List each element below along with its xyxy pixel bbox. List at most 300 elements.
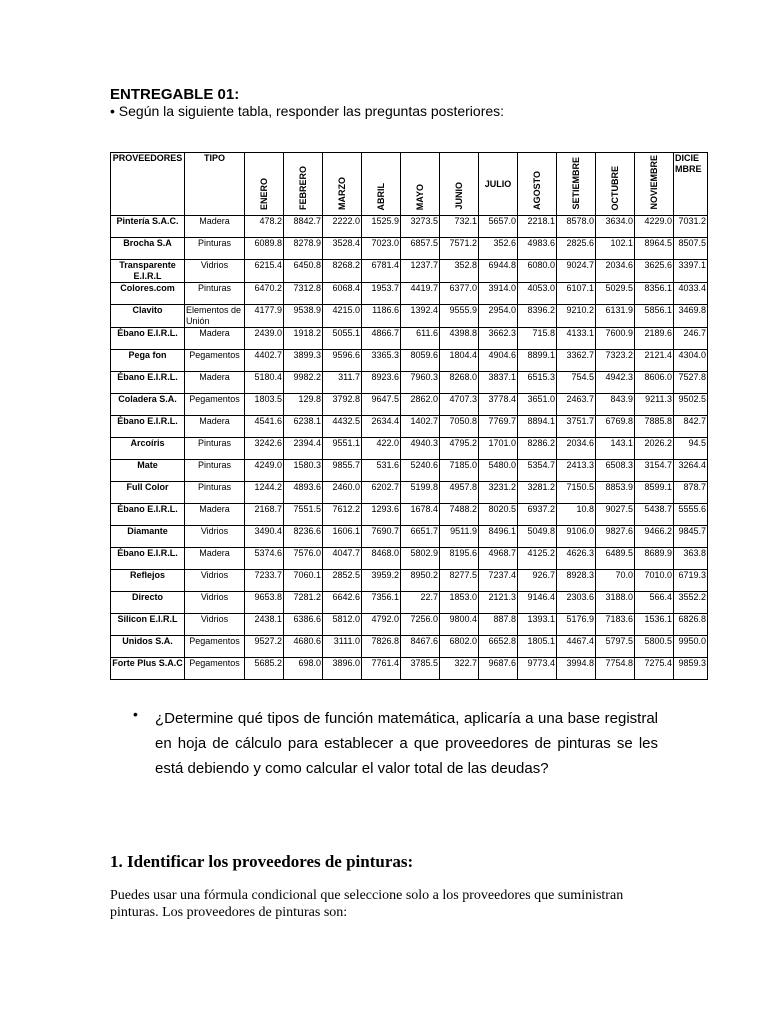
table-row — [111, 548, 708, 570]
cell-value: 4968.7 — [479, 548, 518, 570]
cell-value: 4707.3 — [440, 394, 479, 416]
cell-tipo: Pegamentos — [185, 658, 245, 680]
cell-tipo: Madera — [185, 328, 245, 350]
cell-value: 7237.4 — [479, 570, 518, 592]
cell-value: 5438.7 — [635, 504, 674, 526]
cell-tipo: Vidrios — [185, 614, 245, 636]
cell-value: 3281.2 — [518, 482, 557, 504]
cell-value: 1392.4 — [401, 305, 440, 328]
header-abril — [362, 153, 401, 216]
cell-value: 4177.9 — [245, 305, 284, 328]
cell-value: 4792.0 — [362, 614, 401, 636]
cell-proveedor: Pintería S.A.C. — [111, 216, 185, 238]
cell-value: 3662.3 — [479, 328, 518, 350]
cell-value: 7256.0 — [401, 614, 440, 636]
cell-value: 7761.4 — [362, 658, 401, 680]
cell-proveedor: Colores.com — [111, 283, 185, 305]
cell-value: 7183.6 — [596, 614, 635, 636]
cell-value: 3111.0 — [323, 636, 362, 658]
cell-proveedor: Transparente E.I.R.L — [111, 260, 185, 283]
cell-value: 2034.6 — [596, 260, 635, 283]
cell-value: 422.0 — [362, 438, 401, 460]
cell-value: 2862.0 — [401, 394, 440, 416]
cell-value: 9855.7 — [323, 460, 362, 482]
cell-proveedor: Ébano E.I.R.L. — [111, 504, 185, 526]
cell-value: 5812.0 — [323, 614, 362, 636]
cell-proveedor: Ébano E.I.R.L. — [111, 416, 185, 438]
cell-value: 3273.5 — [401, 216, 440, 238]
table-row — [111, 658, 708, 680]
cell-value: 6131.9 — [596, 305, 635, 328]
header-junio — [440, 153, 479, 216]
cell-value: 6080.0 — [518, 260, 557, 283]
cell-tipo: Madera — [185, 416, 245, 438]
cell-value: 8578.0 — [557, 216, 596, 238]
cell-value: 8467.6 — [401, 636, 440, 658]
cell-value: 1804.4 — [440, 350, 479, 372]
cell-value: 5856.1 — [635, 305, 674, 328]
cell-value: 2218.1 — [518, 216, 557, 238]
cell-value: 6377.0 — [440, 283, 479, 305]
cell-value: 8278.9 — [284, 238, 323, 260]
suppliers-table — [110, 152, 708, 680]
cell-value: 5802.9 — [401, 548, 440, 570]
cell-value: 7600.9 — [596, 328, 635, 350]
cell-value: 3264.4 — [674, 460, 708, 482]
cell-value: 22.7 — [401, 592, 440, 614]
header-octubre-label: OCTUBRE — [609, 165, 620, 210]
header-enero — [245, 153, 284, 216]
cell-value: 9210.2 — [557, 305, 596, 328]
cell-tipo: Pinturas — [185, 283, 245, 305]
cell-value: 6489.5 — [596, 548, 635, 570]
cell-value: 754.5 — [557, 372, 596, 394]
cell-value: 246.7 — [674, 328, 708, 350]
cell-value: 9027.5 — [596, 504, 635, 526]
cell-value: 7031.2 — [674, 216, 708, 238]
cell-proveedor: Clavito — [111, 305, 185, 328]
cell-value: 5049.8 — [518, 526, 557, 548]
cell-value: 8195.6 — [440, 548, 479, 570]
cell-value: 4795.2 — [440, 438, 479, 460]
cell-value: 8923.6 — [362, 372, 401, 394]
cell-value: 5797.5 — [596, 636, 635, 658]
cell-value: 2034.6 — [557, 438, 596, 460]
cell-value: 8496.1 — [479, 526, 518, 548]
cell-value: 363.8 — [674, 548, 708, 570]
cell-value: 2413.3 — [557, 460, 596, 482]
cell-value: 887.8 — [479, 614, 518, 636]
cell-value: 1853.0 — [440, 592, 479, 614]
table-row — [111, 416, 708, 438]
cell-value: 8236.6 — [284, 526, 323, 548]
cell-value: 5800.5 — [635, 636, 674, 658]
cell-value: 3188.0 — [596, 592, 635, 614]
cell-value: 5374.6 — [245, 548, 284, 570]
cell-value: 5685.2 — [245, 658, 284, 680]
cell-value: 8277.5 — [440, 570, 479, 592]
cell-value: 6450.8 — [284, 260, 323, 283]
cell-value: 8842.7 — [284, 216, 323, 238]
document-subtitle: • Según la siguiente tabla, responder las preguntas posteriores: — [110, 103, 505, 119]
cell-value: 6202.7 — [362, 482, 401, 504]
cell-value: 8964.5 — [635, 238, 674, 260]
cell-value: 7885.8 — [635, 416, 674, 438]
cell-value: 8950.2 — [401, 570, 440, 592]
cell-proveedor: Coladera S.A. — [111, 394, 185, 416]
header-noviembre-label: NOVIEMBRE — [648, 155, 659, 210]
cell-tipo: Pegamentos — [185, 394, 245, 416]
cell-value: 7527.8 — [674, 372, 708, 394]
cell-value: 843.9 — [596, 394, 635, 416]
cell-value: 566.4 — [635, 592, 674, 614]
header-diciembre: DICIEMBRE — [674, 153, 708, 216]
cell-value: 4904.6 — [479, 350, 518, 372]
cell-value: 7356.1 — [362, 592, 401, 614]
cell-value: 3154.7 — [635, 460, 674, 482]
cell-value: 1402.7 — [401, 416, 440, 438]
document-title: ENTREGABLE 01: — [110, 86, 240, 103]
cell-value: 3362.7 — [557, 350, 596, 372]
header-mayo — [401, 153, 440, 216]
cell-value: 1237.7 — [401, 260, 440, 283]
cell-value: 878.7 — [674, 482, 708, 504]
cell-value: 8689.9 — [635, 548, 674, 570]
cell-value: 5180.4 — [245, 372, 284, 394]
cell-value: 5176.9 — [557, 614, 596, 636]
cell-value: 6215.4 — [245, 260, 284, 283]
cell-value: 4942.3 — [596, 372, 635, 394]
header-setiembre — [557, 153, 596, 216]
cell-value: 322.7 — [440, 658, 479, 680]
cell-value: 9527.2 — [245, 636, 284, 658]
cell-proveedor: Silicon E.I.R.L — [111, 614, 185, 636]
cell-value: 4133.1 — [557, 328, 596, 350]
cell-value: 4249.0 — [245, 460, 284, 482]
table-header-row — [111, 153, 708, 216]
cell-value: 6089.8 — [245, 238, 284, 260]
cell-value: 8853.9 — [596, 482, 635, 504]
cell-value: 6857.5 — [401, 238, 440, 260]
cell-value: 2438.1 — [245, 614, 284, 636]
cell-value: 3397.1 — [674, 260, 708, 283]
header-junio-label: JUNIO — [453, 182, 464, 210]
cell-tipo: Pinturas — [185, 238, 245, 260]
cell-value: 8899.1 — [518, 350, 557, 372]
cell-value: 2189.6 — [635, 328, 674, 350]
cell-value: 3469.8 — [674, 305, 708, 328]
cell-value: 3778.4 — [479, 394, 518, 416]
table-row — [111, 636, 708, 658]
cell-value: 1803.5 — [245, 394, 284, 416]
cell-value: 531.6 — [362, 460, 401, 482]
cell-value: 311.7 — [323, 372, 362, 394]
cell-value: 3994.8 — [557, 658, 596, 680]
cell-value: 9647.5 — [362, 394, 401, 416]
cell-value: 7010.0 — [635, 570, 674, 592]
cell-value: 6769.8 — [596, 416, 635, 438]
header-agosto — [518, 153, 557, 216]
cell-proveedor: Brocha S.A — [111, 238, 185, 260]
cell-value: 7754.8 — [596, 658, 635, 680]
cell-proveedor: Mate — [111, 460, 185, 482]
cell-value: 9024.7 — [557, 260, 596, 283]
header-proveedores: PROVEEDORES — [111, 153, 185, 216]
header-marzo — [323, 153, 362, 216]
cell-value: 2121.4 — [635, 350, 674, 372]
cell-value: 698.0 — [284, 658, 323, 680]
cell-value: 2222.0 — [323, 216, 362, 238]
table-row — [111, 283, 708, 305]
cell-value: 926.7 — [518, 570, 557, 592]
cell-value: 6652.8 — [479, 636, 518, 658]
cell-value: 6826.8 — [674, 614, 708, 636]
cell-value: 3785.5 — [401, 658, 440, 680]
cell-tipo: Elementos de Unión — [185, 305, 245, 328]
header-mayo-label: MAYO — [414, 183, 425, 210]
header-julio: JULIO — [479, 153, 518, 216]
cell-proveedor: Ébano E.I.R.L. — [111, 548, 185, 570]
cell-value: 7060.1 — [284, 570, 323, 592]
table-row — [111, 328, 708, 350]
header-tipo: TIPO — [185, 153, 245, 216]
cell-value: 8059.6 — [401, 350, 440, 372]
cell-proveedor: Full Color — [111, 482, 185, 504]
cell-tipo: Pegamentos — [185, 350, 245, 372]
cell-value: 9466.2 — [635, 526, 674, 548]
cell-value: 6107.1 — [557, 283, 596, 305]
cell-value: 7612.2 — [323, 504, 362, 526]
cell-value: 5199.8 — [401, 482, 440, 504]
table-row — [111, 305, 708, 328]
cell-value: 7488.2 — [440, 504, 479, 526]
cell-value: 6651.7 — [401, 526, 440, 548]
cell-value: 1678.4 — [401, 504, 440, 526]
cell-value: 9827.6 — [596, 526, 635, 548]
table-row — [111, 438, 708, 460]
cell-value: 1244.2 — [245, 482, 284, 504]
cell-value: 129.8 — [284, 394, 323, 416]
cell-value: 1918.2 — [284, 328, 323, 350]
table-row — [111, 238, 708, 260]
cell-value: 842.7 — [674, 416, 708, 438]
cell-value: 6937.2 — [518, 504, 557, 526]
cell-value: 4541.6 — [245, 416, 284, 438]
cell-value: 7281.2 — [284, 592, 323, 614]
cell-value: 1393.1 — [518, 614, 557, 636]
cell-value: 4398.8 — [440, 328, 479, 350]
cell-value: 3837.1 — [479, 372, 518, 394]
cell-value: 3651.0 — [518, 394, 557, 416]
cell-tipo: Pegamentos — [185, 636, 245, 658]
cell-value: 2954.0 — [479, 305, 518, 328]
cell-value: 4893.6 — [284, 482, 323, 504]
cell-value: 2303.6 — [557, 592, 596, 614]
cell-value: 9950.0 — [674, 636, 708, 658]
cell-value: 3792.8 — [323, 394, 362, 416]
cell-value: 4626.3 — [557, 548, 596, 570]
cell-value: 3899.3 — [284, 350, 323, 372]
cell-value: 9687.6 — [479, 658, 518, 680]
cell-value: 4215.0 — [323, 305, 362, 328]
cell-value: 8286.2 — [518, 438, 557, 460]
cell-value: 3231.2 — [479, 482, 518, 504]
cell-value: 7275.4 — [635, 658, 674, 680]
cell-tipo: Pinturas — [185, 482, 245, 504]
cell-value: 7150.5 — [557, 482, 596, 504]
cell-value: 2634.4 — [362, 416, 401, 438]
cell-value: 6719.3 — [674, 570, 708, 592]
cell-value: 352.6 — [479, 238, 518, 260]
cell-value: 4866.7 — [362, 328, 401, 350]
cell-value: 2168.7 — [245, 504, 284, 526]
section-heading: 1. Identificar los proveedores de pinturas: — [110, 852, 414, 871]
cell-value: 7233.7 — [245, 570, 284, 592]
cell-value: 7571.2 — [440, 238, 479, 260]
cell-value: 9859.3 — [674, 658, 708, 680]
table-row — [111, 592, 708, 614]
cell-tipo: Vidrios — [185, 526, 245, 548]
cell-value: 1536.1 — [635, 614, 674, 636]
cell-value: 5029.5 — [596, 283, 635, 305]
cell-value: 5555.6 — [674, 504, 708, 526]
cell-value: 6470.2 — [245, 283, 284, 305]
cell-value: 352.8 — [440, 260, 479, 283]
cell-value: 9596.6 — [323, 350, 362, 372]
cell-value: 7576.0 — [284, 548, 323, 570]
cell-tipo: Vidrios — [185, 570, 245, 592]
section-paragraph: Puedes usar una fórmula condicional que seleccione solo a los proveedores que suministran pinturas. Los proveedores de pinturas son: — [110, 888, 624, 920]
header-enero-label: ENERO — [258, 177, 269, 210]
cell-value: 8468.0 — [362, 548, 401, 570]
cell-value: 3365.3 — [362, 350, 401, 372]
cell-value: 7690.7 — [362, 526, 401, 548]
cell-value: 6802.0 — [440, 636, 479, 658]
cell-value: 8599.1 — [635, 482, 674, 504]
cell-value: 6642.6 — [323, 592, 362, 614]
cell-value: 1293.6 — [362, 504, 401, 526]
header-octubre — [596, 153, 635, 216]
cell-value: 732.1 — [440, 216, 479, 238]
cell-value: 6515.3 — [518, 372, 557, 394]
cell-value: 9106.0 — [557, 526, 596, 548]
table-row — [111, 372, 708, 394]
cell-value: 2121.3 — [479, 592, 518, 614]
cell-value: 715.8 — [518, 328, 557, 350]
cell-tipo: Madera — [185, 372, 245, 394]
cell-value: 8894.1 — [518, 416, 557, 438]
cell-proveedor: Unidos S.A. — [111, 636, 185, 658]
cell-value: 4467.4 — [557, 636, 596, 658]
cell-value: 7551.5 — [284, 504, 323, 526]
cell-value: 9845.7 — [674, 526, 708, 548]
cell-value: 4033.4 — [674, 283, 708, 305]
cell-value: 8928.3 — [557, 570, 596, 592]
cell-value: 4047.7 — [323, 548, 362, 570]
cell-value: 4053.0 — [518, 283, 557, 305]
cell-value: 5055.1 — [323, 328, 362, 350]
cell-tipo: Pinturas — [185, 438, 245, 460]
cell-value: 7312.8 — [284, 283, 323, 305]
cell-value: 9653.8 — [245, 592, 284, 614]
cell-value: 3552.2 — [674, 592, 708, 614]
cell-value: 4432.5 — [323, 416, 362, 438]
cell-value: 9502.5 — [674, 394, 708, 416]
cell-value: 611.6 — [401, 328, 440, 350]
cell-value: 2439.0 — [245, 328, 284, 350]
cell-value: 6944.8 — [479, 260, 518, 283]
cell-value: 9511.9 — [440, 526, 479, 548]
cell-value: 1805.1 — [518, 636, 557, 658]
cell-value: 2825.6 — [557, 238, 596, 260]
cell-value: 4983.6 — [518, 238, 557, 260]
cell-tipo: Madera — [185, 548, 245, 570]
cell-value: 7769.7 — [479, 416, 518, 438]
cell-value: 7826.8 — [362, 636, 401, 658]
cell-proveedor: Forte Plus S.A.C — [111, 658, 185, 680]
cell-value: 1953.7 — [362, 283, 401, 305]
cell-value: 9211.3 — [635, 394, 674, 416]
cell-value: 4402.7 — [245, 350, 284, 372]
table-row — [111, 394, 708, 416]
cell-value: 4304.0 — [674, 350, 708, 372]
cell-value: 9800.4 — [440, 614, 479, 636]
cell-proveedor: Directo — [111, 592, 185, 614]
table-row — [111, 614, 708, 636]
cell-value: 8606.0 — [635, 372, 674, 394]
header-febrero — [284, 153, 323, 216]
cell-value: 4419.7 — [401, 283, 440, 305]
cell-value: 8356.1 — [635, 283, 674, 305]
cell-value: 3490.4 — [245, 526, 284, 548]
cell-value: 7185.0 — [440, 460, 479, 482]
cell-value: 6508.3 — [596, 460, 635, 482]
table-row — [111, 526, 708, 548]
cell-proveedor: Diamante — [111, 526, 185, 548]
cell-value: 4940.3 — [401, 438, 440, 460]
cell-tipo: Madera — [185, 504, 245, 526]
cell-value: 4125.2 — [518, 548, 557, 570]
cell-value: 3914.0 — [479, 283, 518, 305]
cell-proveedor: Ébano E.I.R.L. — [111, 328, 185, 350]
table-row — [111, 216, 708, 238]
cell-value: 5480.0 — [479, 460, 518, 482]
cell-value: 1580.3 — [284, 460, 323, 482]
table-row — [111, 350, 708, 372]
cell-value: 6781.4 — [362, 260, 401, 283]
cell-value: 9551.1 — [323, 438, 362, 460]
header-febrero-label: FEBRERO — [297, 165, 308, 210]
cell-value: 8396.2 — [518, 305, 557, 328]
cell-value: 3896.0 — [323, 658, 362, 680]
cell-value: 3751.7 — [557, 416, 596, 438]
cell-proveedor: Ébano E.I.R.L. — [111, 372, 185, 394]
cell-proveedor: Reflejos — [111, 570, 185, 592]
table-row — [111, 570, 708, 592]
cell-value: 8268.0 — [440, 372, 479, 394]
cell-tipo: Vidrios — [185, 260, 245, 283]
cell-tipo: Vidrios — [185, 592, 245, 614]
cell-value: 2394.4 — [284, 438, 323, 460]
cell-tipo: Pinturas — [185, 460, 245, 482]
cell-value: 3959.2 — [362, 570, 401, 592]
cell-value: 3528.4 — [323, 238, 362, 260]
cell-value: 4680.6 — [284, 636, 323, 658]
cell-value: 7050.8 — [440, 416, 479, 438]
cell-value: 102.1 — [596, 238, 635, 260]
cell-value: 6386.6 — [284, 614, 323, 636]
cell-value: 6238.1 — [284, 416, 323, 438]
